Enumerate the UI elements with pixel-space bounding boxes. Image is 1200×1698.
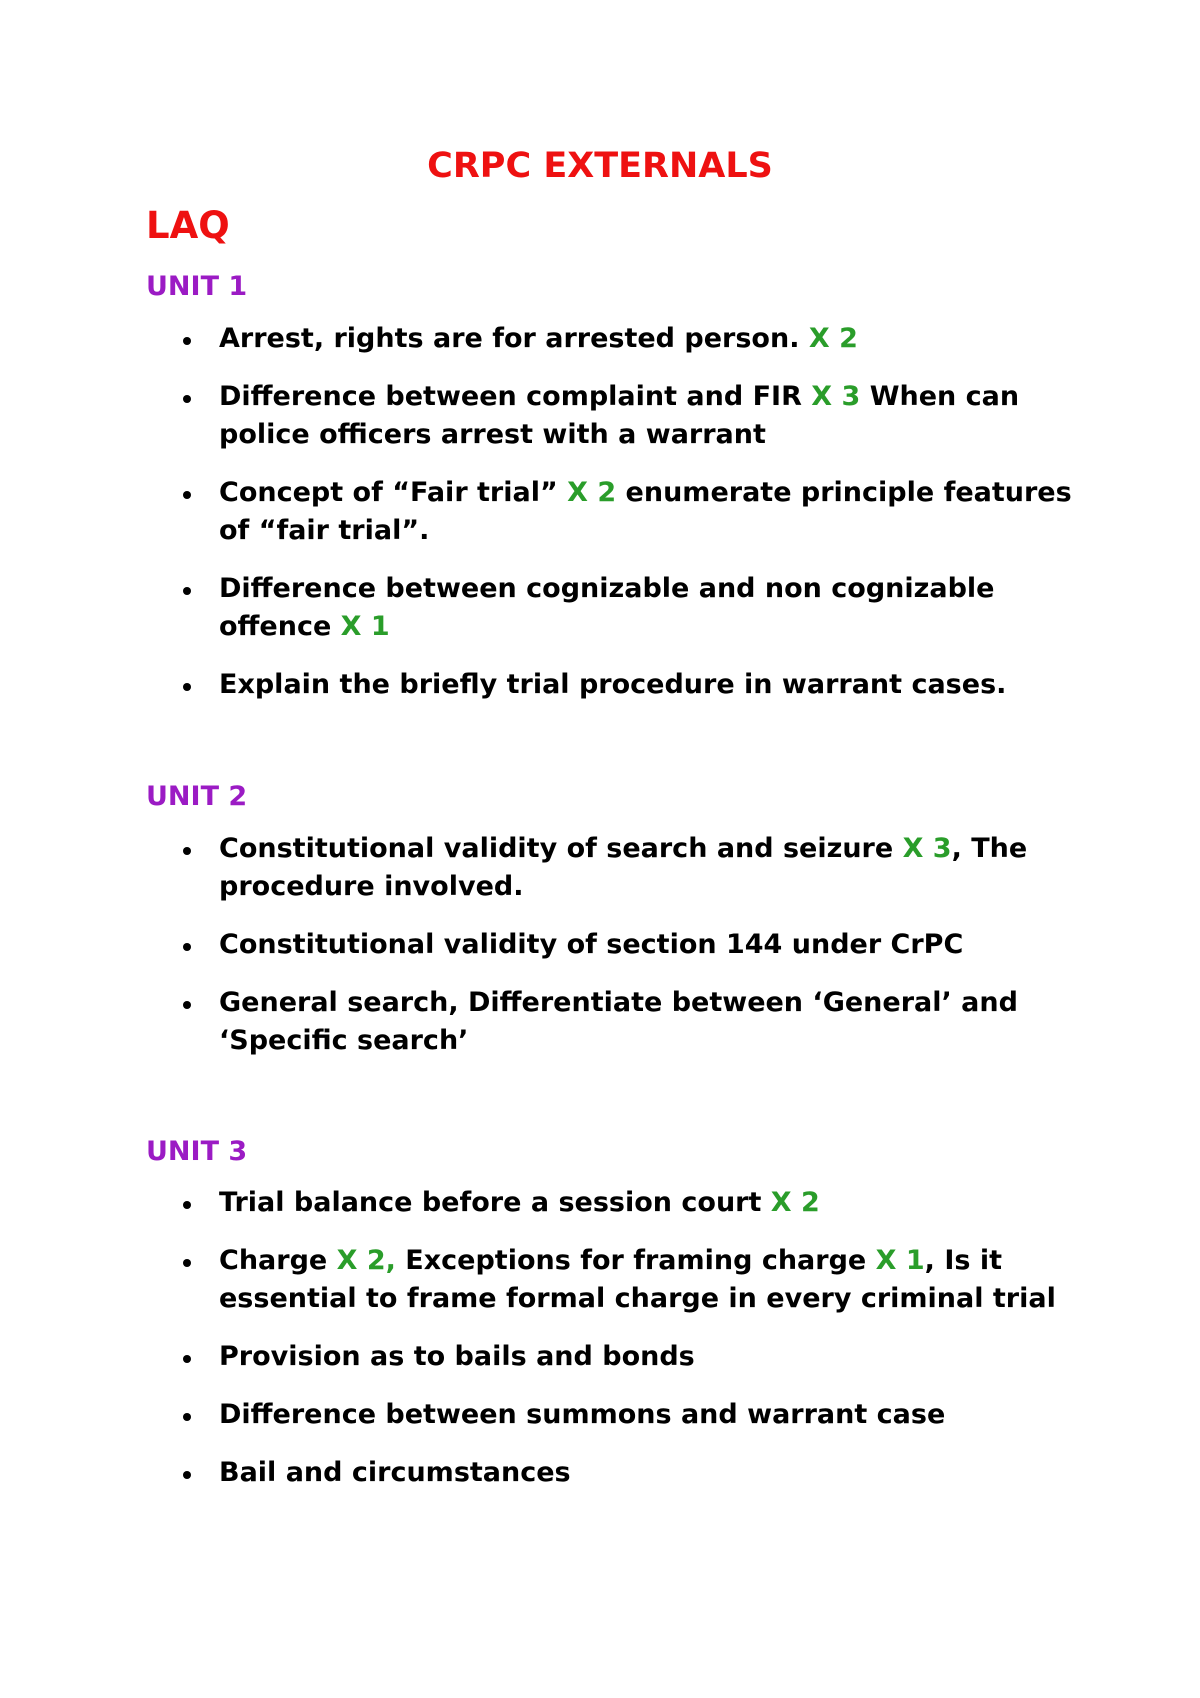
list-item: Explain the briefly trial procedure in warrant cases. (0, 666, 1099, 704)
count-badge: X 1 (875, 1245, 925, 1276)
list-item: Arrest, rights are for arrested person. X 2 (0, 320, 1099, 358)
count-badge: X 3 (811, 381, 861, 412)
list-item: General search, Differentiate between ‘General’ and ‘Specific search’ (0, 984, 1099, 1060)
list-item: Provision as to bails and bonds (0, 1338, 1099, 1376)
list-item: Charge X 2, Exceptions for framing charge X 1, Is it essential to frame formal charge in every criminal trial (0, 1242, 1099, 1318)
unit-3-heading: UNIT 3 (146, 1136, 248, 1167)
list-item: Difference between complaint and FIR X 3 When can police officers arrest with a warrant (0, 378, 1099, 454)
document-title: CRPC EXTERNALS (427, 146, 773, 186)
unit-2-heading: UNIT 2 (146, 781, 248, 812)
list-item: Bail and circumstances (0, 1454, 1099, 1492)
list-item: Constitutional validity of section 144 under CrPC (0, 926, 1099, 964)
list-item: Difference between cognizable and non cognizable offence X 1 (0, 570, 1099, 646)
unit-1-list (0, 320, 1099, 724)
list-item: Concept of “Fair trial” X 2 enumerate principle features of “fair trial”. (0, 474, 1099, 550)
unit-2-list (0, 830, 1099, 1080)
list-item: Difference between summons and warrant case (0, 1396, 1099, 1434)
list-item: Trial balance before a session court X 2 (0, 1184, 1099, 1222)
section-heading-laq: LAQ (146, 204, 230, 247)
count-badge: X 3 (902, 833, 952, 864)
count-badge: X 2, (336, 1245, 396, 1276)
unit-1-heading: UNIT 1 (146, 271, 248, 302)
count-badge: X 1 (340, 611, 390, 642)
list-item: Constitutional validity of search and seizure X 3, The procedure involved. (0, 830, 1099, 906)
count-badge: X 2 (567, 477, 617, 508)
count-badge: X 2 (770, 1187, 820, 1218)
unit-3-list (0, 1184, 1099, 1512)
count-badge: X 2 (808, 323, 858, 354)
